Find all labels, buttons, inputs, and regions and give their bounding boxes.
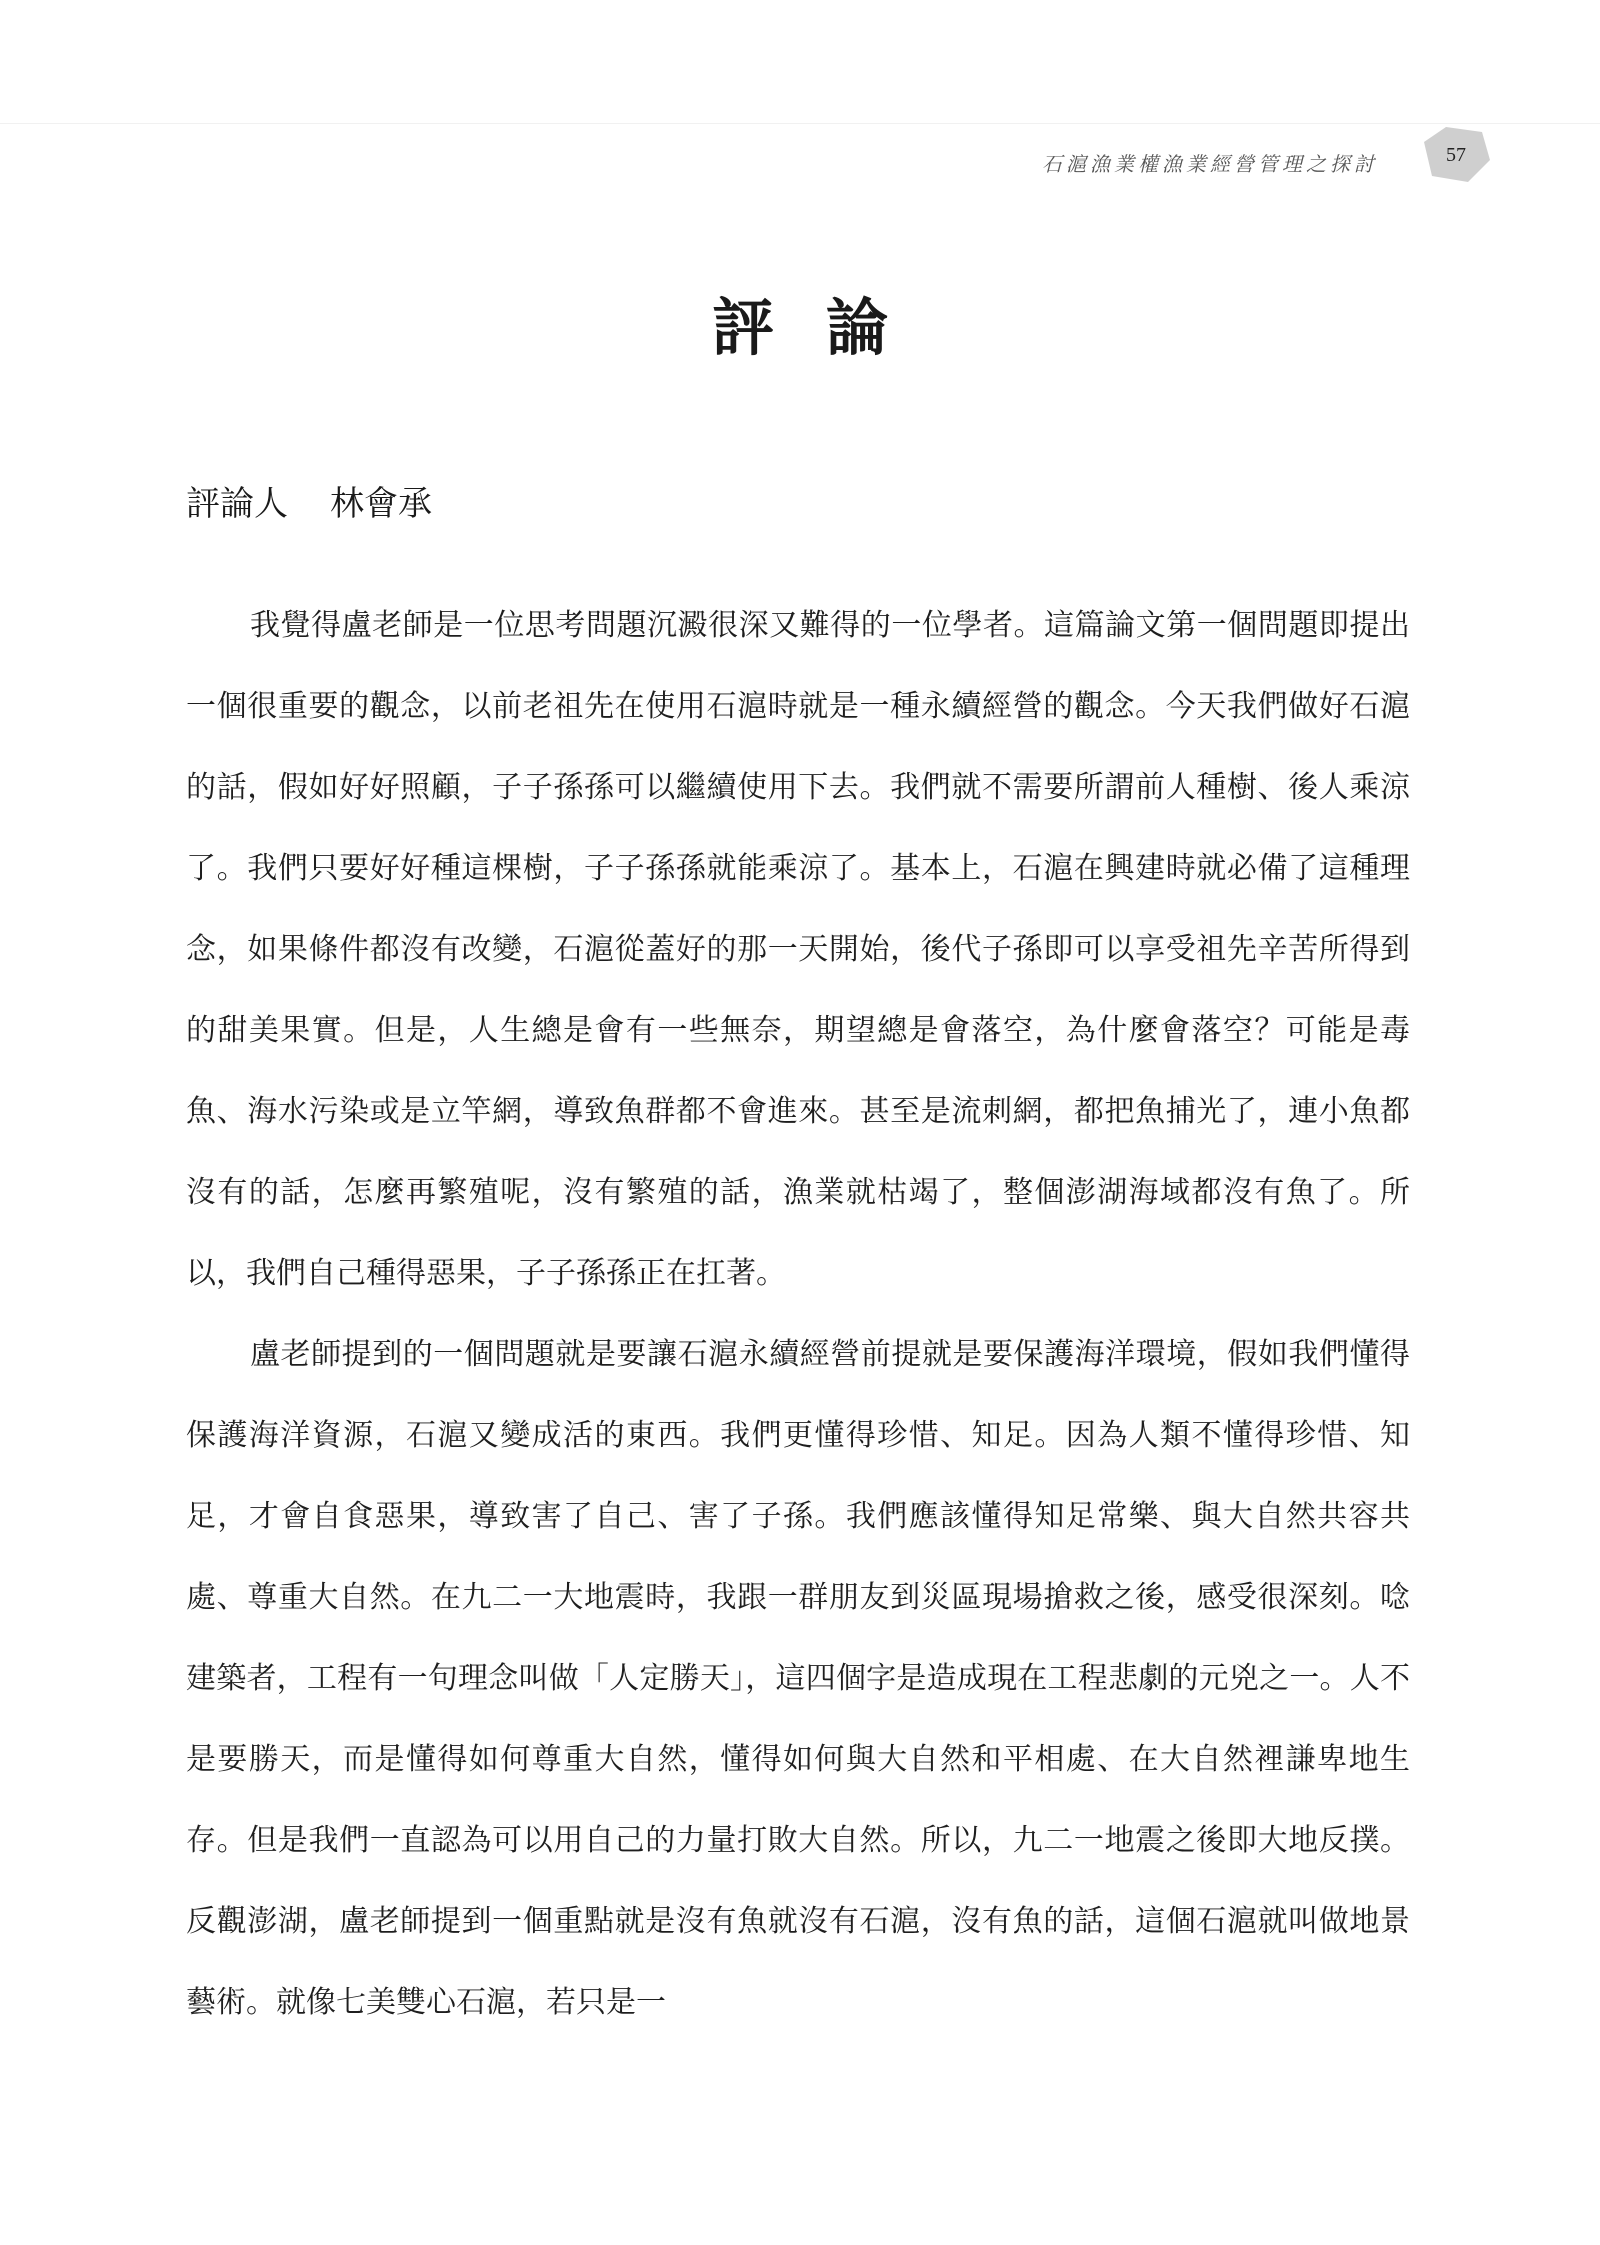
reviewer-name: 林會承: [330, 484, 432, 524]
paragraph: 我覺得盧老師是一位思考問題沉澱很深又難得的一位學者。這篇論文第一個問題即提出一個很重要的觀念，以前老祖先在使用石滬時就是一種永續經營的觀念。今天我們做好石滬的話，假如好好照顧，子子孫孫可以繼續使用下去。我們就不需要所謂前人種樹、後人乘涼了。我們只要好好種這棵樹，子子孫孫就能乘涼了。基本上，石滬在興建時就必備了這種理念，如果條件都沒有改變，石滬從蓋好的那一天開始，後代子孫即可以享受祖先辛苦所得到的甜美果實。但是，人生總是會有一些無奈，期望總是會落空，為什麼會落空？可能是毒魚、海水污染或是立竿網，導致魚群都不會進來。甚至是流刺網，都把魚捕光了，連小魚都沒有的話，怎麼再繁殖呢，沒有繁殖的話，漁業就枯竭了，整個澎湖海域都沒有魚了。所以，我們自己種得惡果，子子孫孫正在扛著。: [186, 608, 1410, 1291]
reviewer-label: 評論人: [186, 484, 288, 524]
page-number-badge: [1420, 124, 1492, 186]
header-rule: [0, 123, 1600, 124]
paragraph: 盧老師提到的一個問題就是要讓石滬永續經營前提就是要保護海洋環境，假如我們懂得保護海洋資源，石滬又變成活的東西。我們更懂得珍惜、知足。因為人類不懂得珍惜、知足，才會自食惡果，導致害了自己、害了子孫。我們應該懂得知足常樂、與大自然共容共處、尊重大自然。在九二一大地震時，我跟一群朋友到災區現場搶救之後，感受很深刻。唸建築者，工程有一句理念叫做「人定勝天」，這四個字是造成現在工程悲劇的元兇之一。人不是要勝天，而是懂得如何尊重大自然，懂得如何與大自然和平相處、在大自然裡謙卑地生存。但是我們一直認為可以用自己的力量打敗大自然。所以，九二一地震之後即大地反撲。反觀澎湖，盧老師提到一個重點就是沒有魚就沒有石滬，沒有魚的話，這個石滬就叫做地景藝術。就像七美雙心石滬，若只是一: [186, 1337, 1410, 2020]
page-title: 評論: [711, 291, 940, 364]
page-number: 57: [1446, 144, 1466, 166]
running-title: 石滬漁業權漁業經營管理之探討: [1042, 152, 1378, 176]
reviewer-line: [186, 476, 432, 525]
body-text: [186, 585, 1410, 2043]
